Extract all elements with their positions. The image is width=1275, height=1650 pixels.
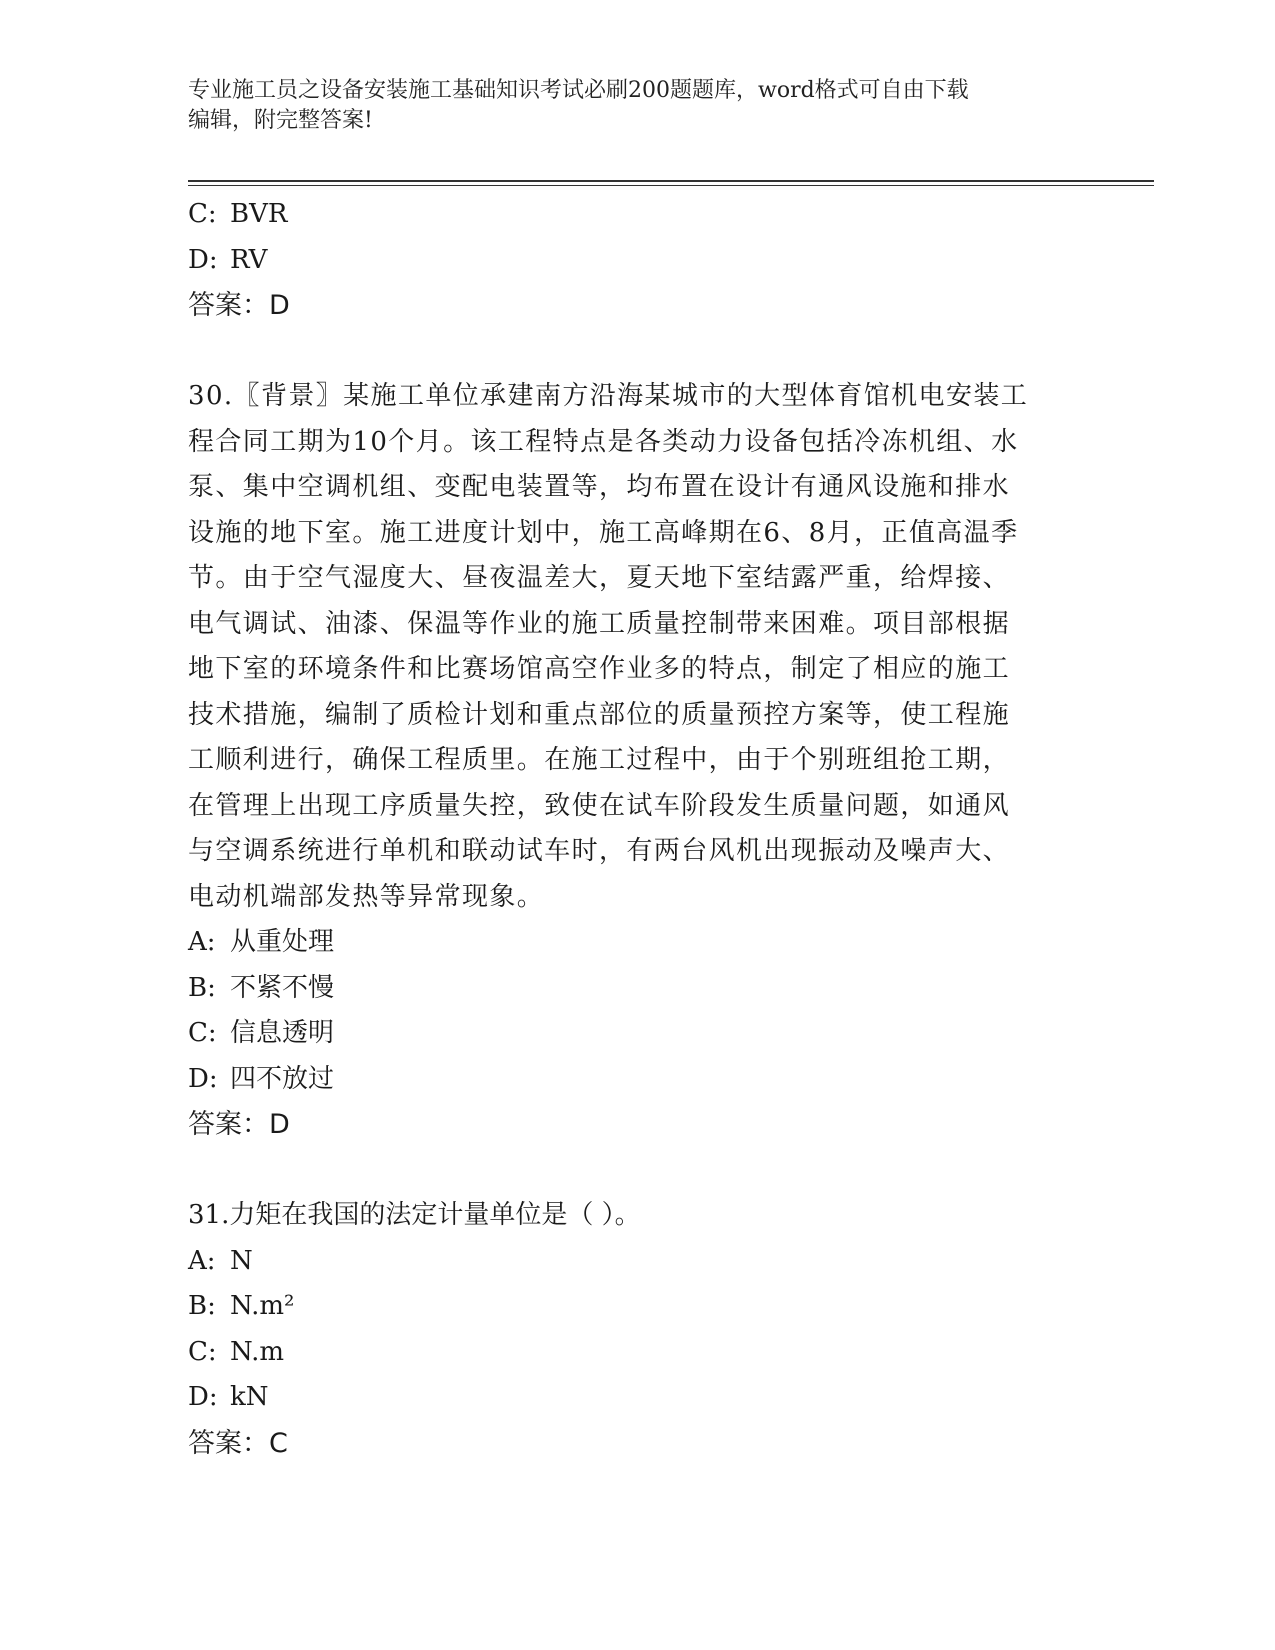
- option-text: BVR: [230, 199, 288, 229]
- header-line-1: 专业施工员之设备安装施工基础知识考试必刷200题题库，word格式可自由下载: [188, 78, 969, 103]
- stem-line: 程合同工期为10个月。该工程特点是各类动力设备包括冷冻机组、水: [188, 426, 1019, 457]
- option-text: kN: [230, 1382, 269, 1412]
- stem-line: 与空调系统进行单机和联动试车时，有两台风机出现振动及噪声大、: [188, 836, 1011, 866]
- option-label: B:: [188, 1291, 216, 1321]
- stem-line: 工顺利进行，确保工程质里。在施工过程中，由于个别班组抢工期，: [188, 745, 1011, 775]
- header-rule-thick: [188, 180, 1154, 182]
- stem-line: 技术措施，编制了质检计划和重点部位的质量预控方案等，使工程施: [188, 699, 1011, 730]
- option-label: D:: [188, 1382, 218, 1412]
- option-label: A:: [188, 927, 216, 957]
- header-line-2: 编辑，附完整答案!: [188, 108, 373, 133]
- option-text: 不紧不慢: [230, 972, 335, 1003]
- stem-line: 电动机端部发热等异常现象。: [188, 881, 545, 912]
- question-stem: [188, 374, 1088, 920]
- stem-line: 电气调试、油漆、保温等作业的施工质量控制带来困难。项目部根据: [188, 608, 1011, 639]
- spacer: [188, 1148, 1088, 1194]
- stem-line: 在管理上出现工序质量失控，致使在试车阶段发生质量问题，如通风: [188, 790, 1011, 821]
- option-d: [188, 1375, 1088, 1421]
- stem-line: 30.〖背景〗某施工单位承建南方沿海某城市的大型体育馆机电安装工: [188, 381, 1029, 411]
- answer-line: 答案：C: [188, 1427, 288, 1459]
- stem-line: 节。由于空气湿度大、昼夜温差大，夏天地下室结露严重，给焊接、: [188, 563, 1011, 593]
- option-label: D:: [188, 244, 218, 275]
- question-stem: 31.力矩在我国的法定计量单位是（ ）。: [188, 1200, 641, 1230]
- option-text: N: [230, 1245, 253, 1276]
- option-text: 从重处理: [230, 927, 335, 957]
- answer-line: 答案：D: [188, 1109, 290, 1140]
- option-label: C:: [188, 1336, 217, 1367]
- option-text: N.m: [230, 1336, 285, 1367]
- option-d: [188, 1057, 1088, 1103]
- option-a: [188, 920, 1088, 966]
- option-text: N.m²: [230, 1291, 295, 1321]
- option-text: 四不放过: [230, 1063, 335, 1094]
- option-a: [188, 1239, 1088, 1285]
- option-b: [188, 1284, 1088, 1330]
- option-c: [188, 1011, 1088, 1057]
- prev-question: [188, 192, 1088, 329]
- question-31: [188, 1193, 1088, 1466]
- option-text: RV: [230, 244, 268, 275]
- option-label: A:: [188, 1245, 216, 1276]
- option-label: B:: [188, 972, 216, 1003]
- option-b: [188, 966, 1088, 1012]
- page-header: [188, 76, 1068, 136]
- option-text: 信息透明: [230, 1018, 335, 1048]
- question-30: [188, 374, 1088, 1148]
- option-label: D:: [188, 1063, 218, 1094]
- answer-line: 答案：D: [188, 290, 290, 321]
- question-content: [188, 192, 1088, 1466]
- option-c: [188, 192, 1088, 238]
- stem-line: 地下室的环境条件和比赛场馆高空作业多的特点，制定了相应的施工: [188, 654, 1011, 684]
- stem-line: 泵、集中空调机组、变配电装置等，均布置在设计有通风设施和排水: [188, 472, 1011, 502]
- spacer: [188, 329, 1088, 375]
- option-label: C:: [188, 1018, 217, 1048]
- option-c: [188, 1330, 1088, 1376]
- option-d: [188, 238, 1088, 284]
- option-label: C:: [188, 199, 217, 229]
- stem-line: 设施的地下室。施工进度计划中，施工高峰期在6、8月，正值高温季: [188, 517, 1019, 548]
- header-rule-thin: [188, 185, 1154, 186]
